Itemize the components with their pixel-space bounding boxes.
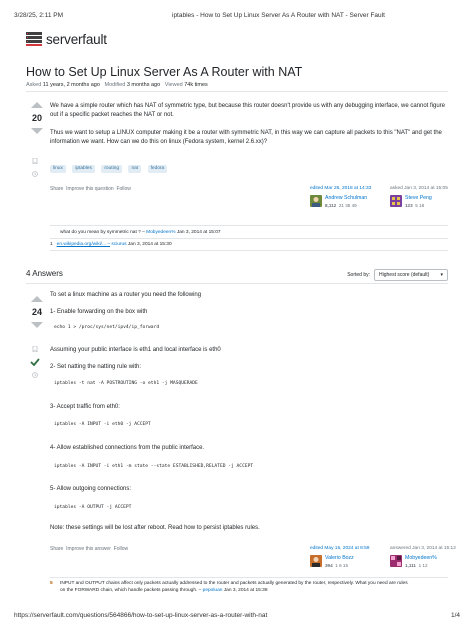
answer-intro: To set a linux machine as a router you need the following [50, 292, 202, 298]
footer-url: https://serverfault.com/questions/564866/how-to-set-up-linux-server-as-a-router-with-nat [14, 612, 268, 619]
answer-comment-line-2 [60, 588, 268, 593]
improve-answer-link[interactable]: Improve this answer [66, 546, 111, 552]
title-divider [26, 91, 448, 92]
answer-comment-votes: 5 [50, 581, 53, 586]
history-icon[interactable] [32, 171, 38, 177]
upvote-icon[interactable] [31, 102, 43, 108]
answer-vote-count: 24 [31, 307, 42, 317]
modified-label: Modified [104, 82, 126, 88]
comment-text: what do you mean by symmetric nat ? [60, 230, 141, 235]
question-asked-line[interactable]: asked Jan 3, 2014 at 15:05 [390, 186, 448, 191]
avatar-andrew-schulman[interactable] [310, 195, 322, 207]
answer-step-3: 3- Accept traffic from eth0: [50, 404, 120, 410]
tag-nat[interactable]: nat [128, 165, 141, 173]
code-block-2: iptables -t nat -A POSTROUTING -o eth1 -j MASQUERADE [54, 381, 198, 386]
sort-control [347, 269, 448, 281]
modified-value: 3 months ago [126, 82, 161, 88]
answer-actions [50, 546, 128, 552]
avatar-valerio-bozz[interactable] [310, 555, 322, 567]
answer-editor-name[interactable]: Valerio Bozz [325, 555, 354, 561]
question-vote-cell [29, 102, 45, 134]
footer-page: 1/4 [450, 612, 460, 619]
comments-divider [50, 225, 448, 226]
answers-divider [26, 283, 448, 284]
answer-editor-badges: 1 6 15 [335, 563, 349, 568]
answer-editor-reputation: 394 [325, 563, 333, 568]
comment-divider [50, 238, 448, 239]
answered-line[interactable]: answered Jan 3, 2014 at 15:12 [390, 546, 456, 551]
question-actions [50, 186, 131, 192]
answer-comments-divider [50, 577, 448, 578]
answer-edited-line[interactable]: edited May 15, 2024 at 8:59 [310, 546, 370, 551]
follow-link[interactable]: Follow [113, 546, 129, 552]
upvote-icon[interactable] [31, 296, 43, 302]
comment-user[interactable]: sciurus [111, 242, 127, 247]
tag-iptables[interactable]: iptables [72, 165, 95, 173]
question-vote-count: 20 [31, 113, 42, 123]
answers-count: 4 Answers [26, 269, 63, 278]
sort-value: Highest score (default) [379, 272, 430, 278]
tag-routing[interactable]: routing [101, 165, 122, 173]
comment-date: Jan 3, 2014 at 15:07 [176, 230, 221, 235]
bookmark-icon[interactable] [32, 346, 38, 352]
print-footer [14, 612, 460, 619]
asker-name[interactable]: Steve Peng [405, 195, 432, 201]
avatar-mobyedeen[interactable] [390, 555, 402, 567]
downvote-icon[interactable] [31, 322, 43, 328]
question-body-p2: Thus we want to setup a LINUX computer making it be a router with symmetric NAT, in this way we can capture all packets to this "NAT" and get the information we want. How can we do this on linux (Fedora system, kernel 2.6.xx)? [50, 130, 442, 145]
share-link[interactable]: Share [50, 546, 64, 552]
question-edited-line[interactable]: edited Mar 26, 2018 at 14:33 [310, 186, 372, 191]
editor-badges: 21 35 49 [338, 203, 357, 208]
answer-step-1: 1- Enable forwarding on the box with [50, 309, 148, 315]
editor-reputation: 8,112 [325, 203, 337, 208]
answerer-reputation: 1,111 [405, 563, 416, 568]
print-date: 3/28/25, 2:11 PM [14, 12, 64, 19]
answer-comment-line-1: INPUT and OUTPUT chains affect only packets actually addressed to the router and packets actually generated by the router, respectively. What you need are rules [60, 581, 408, 586]
answer-step-5: 5- Allow outgoing connections: [50, 486, 132, 492]
asker-badges: 5 18 [415, 203, 425, 208]
answer-vote-cell [29, 296, 45, 328]
improve-question-link[interactable]: Improve this question [66, 186, 114, 192]
avatar-steve-peng[interactable] [390, 195, 402, 207]
code-block-5: iptables -A OUTPUT -j ACCEPT [54, 505, 132, 510]
sort-label: Sorted by: [347, 272, 370, 278]
question-title[interactable]: How to Set Up Linux Server As A Router with NAT [26, 65, 303, 79]
asked-value: 11 years, 2 months ago [42, 82, 100, 88]
chevron-down-icon: ▾ [440, 272, 443, 278]
downvote-icon[interactable] [31, 128, 43, 134]
answer-assumption: Assuming your public interface is eth1 and local interface is eth0 [50, 347, 221, 353]
answerer-badges: 1 12 [418, 563, 428, 568]
editor-name[interactable]: Andrew Schulman [325, 195, 368, 201]
comment-date: Jan 3, 2014 at 15:30 [127, 242, 172, 247]
tag-linux[interactable]: linux [50, 165, 66, 173]
code-block-4: iptables -A INPUT -i eth1 -m state --state ESTABLISHED,RELATED -j ACCEPT [54, 464, 254, 469]
code-block-3: iptables -A INPUT -i eth0 -j ACCEPT [54, 422, 151, 427]
follow-link[interactable]: Follow [116, 186, 131, 192]
asker-reputation: 123 [405, 203, 413, 208]
answer-step-2: 2- Set natting the natting rule with: [50, 364, 142, 370]
answer-step-4: 4- Allow established connections from the public interface. [50, 445, 205, 451]
site-logo[interactable] [26, 29, 107, 49]
history-icon[interactable] [32, 372, 38, 378]
comment-item [50, 242, 172, 247]
answer-comment-user[interactable]: pepoluan [202, 588, 223, 593]
logo-text: serverfault [46, 31, 107, 47]
bookmark-icon[interactable] [32, 158, 38, 164]
viewed-label: Viewed [164, 82, 183, 88]
answer-comment-date: Jan 3, 2014 at 15:38 [223, 588, 268, 593]
comment-divider [50, 250, 448, 251]
share-link[interactable]: Share [50, 186, 64, 192]
question-body-p1: We have a simple router which has NAT of symmetric type, but because this router doesn't provide us with any debugging interface, we cannot figure out if a specific packet reaches the NAT or not. [50, 103, 446, 118]
question-meta [26, 82, 208, 88]
comment-item: what do you mean by symmetric nat ? – Mobyedeen% Jan 3, 2014 at 15:07 [60, 230, 221, 235]
comment-user[interactable]: Mobyedeen% [146, 230, 176, 235]
viewed-value: 74k times [184, 82, 208, 88]
accepted-check-icon [30, 358, 40, 366]
comment-votes: 1 [50, 242, 53, 247]
print-header [14, 12, 460, 22]
question-tags [50, 156, 169, 174]
answer-comment-text: on the FORWARD chain, which handle packets passing through. – [60, 588, 202, 593]
print-title: iptables - How to Set Up Linux Server As A Router with NAT - Server Fault [172, 12, 385, 19]
server-stack-icon [26, 32, 42, 46]
code-block-1: echo 1 > /proc/sys/net/ipv4/ip_forward [54, 325, 160, 330]
tag-fedora[interactable]: fedora [148, 165, 168, 173]
sort-select[interactable] [374, 269, 448, 281]
asked-label: Asked [26, 82, 42, 88]
answer-note: Note: these settings will be lost after reboot. Read how to persist iptables rules. [50, 525, 260, 531]
answerer-name[interactable]: Mobyedeen% [405, 555, 437, 561]
comment-link[interactable]: en.wikipedia.org/wiki/... – [56, 242, 110, 247]
